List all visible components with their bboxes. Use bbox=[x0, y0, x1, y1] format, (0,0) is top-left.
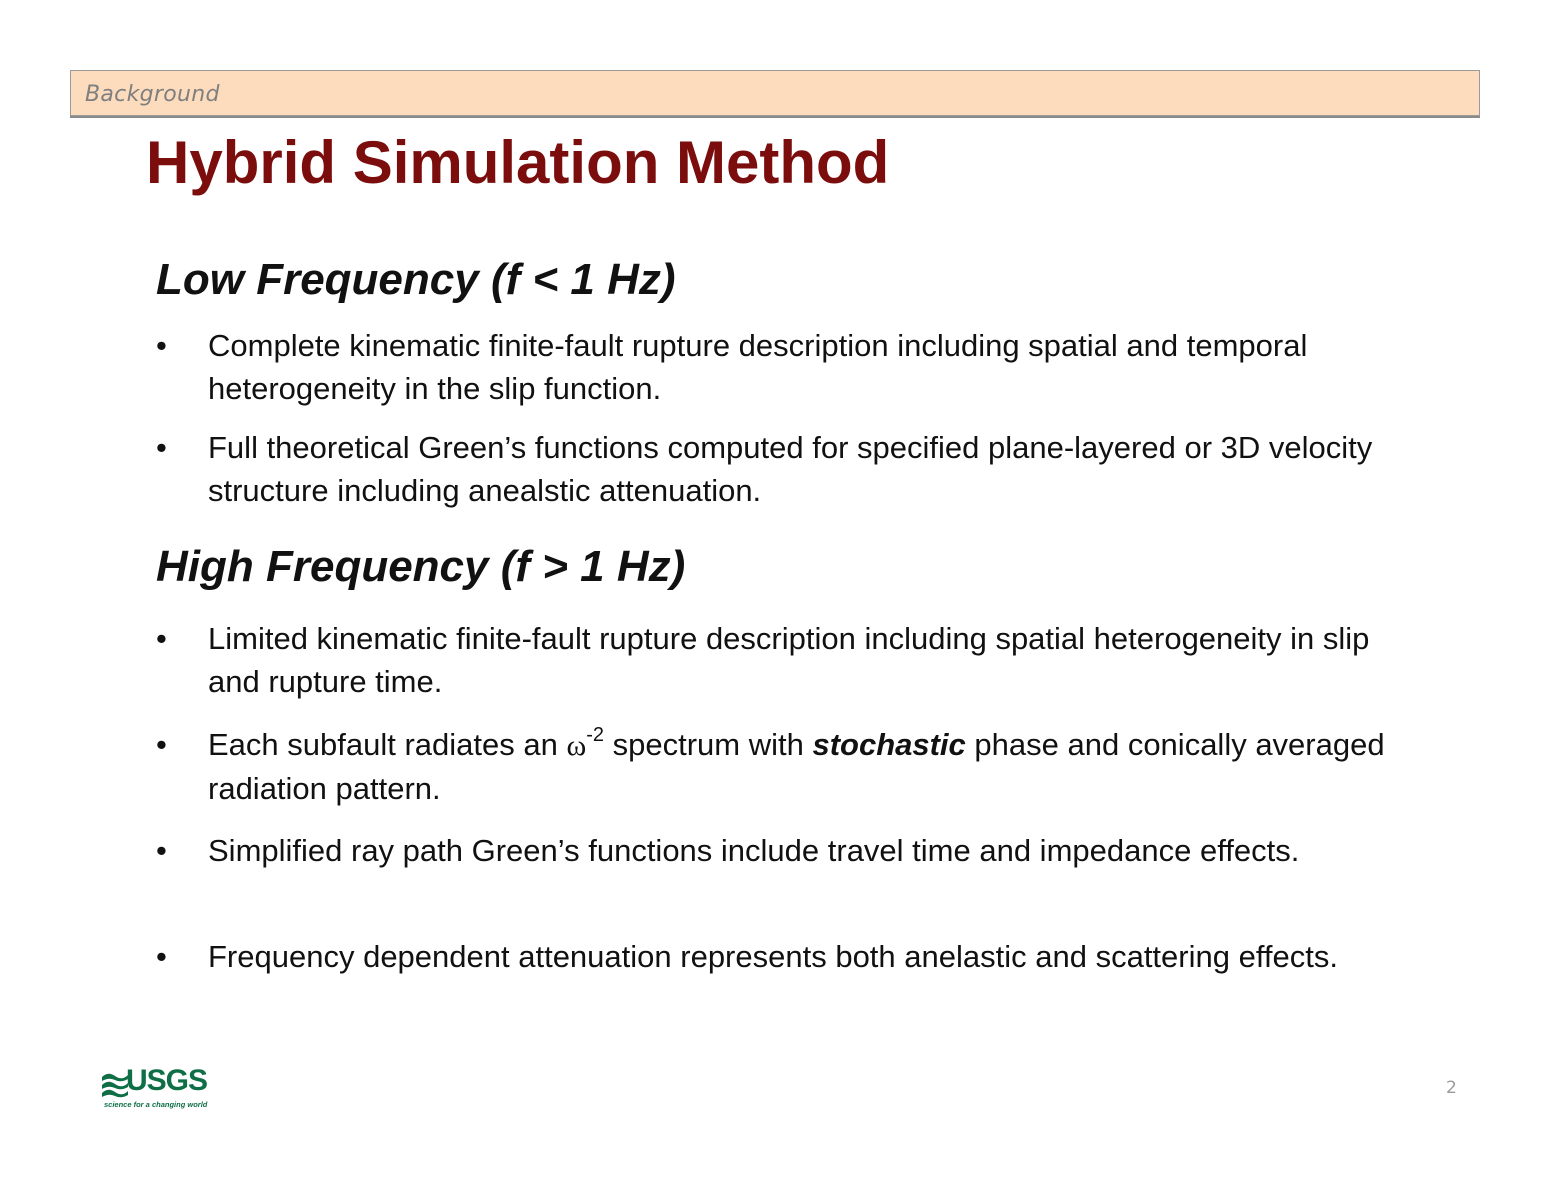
usgs-wave-icon bbox=[102, 1071, 128, 1099]
bullet-icon: • bbox=[156, 430, 167, 465]
bullet-text: Full theoretical Green’s functions computed for specified plane-layered or 3D velocity structure including anealstic attenuation. bbox=[208, 430, 1373, 508]
section-header-bar bbox=[70, 70, 1480, 116]
bullet-text: Simplified ray path Green’s functions include travel time and impedance effects. bbox=[208, 833, 1300, 868]
logo-tagline: science for a changing world bbox=[104, 1100, 208, 1109]
section-label: Background bbox=[85, 82, 220, 107]
list-item bbox=[156, 935, 1396, 978]
emphasized-term: stochastic bbox=[812, 727, 966, 762]
bullet-text: Limited kinematic finite-fault rupture description including spatial heterogeneity in slip and rupture time. bbox=[208, 621, 1370, 699]
logo-wordmark: USGS bbox=[126, 1064, 208, 1097]
low-frequency-heading: Low Frequency (f < 1 Hz) bbox=[156, 255, 676, 304]
list-item bbox=[156, 426, 1396, 512]
usgs-logo bbox=[102, 1064, 222, 1114]
bullet-icon: • bbox=[156, 621, 167, 656]
list-item bbox=[156, 617, 1396, 703]
bullet-icon: • bbox=[156, 328, 167, 363]
page-number: 2 bbox=[1446, 1078, 1457, 1098]
bullet-icon: • bbox=[156, 833, 167, 868]
bullet-text-part: spectrum with bbox=[604, 727, 813, 762]
bullet-text-part: Each subfault radiates an bbox=[208, 727, 567, 762]
bullet-text: Complete kinematic finite-fault rupture description including spatial and temporal heterogeneity in the slip function. bbox=[208, 328, 1308, 406]
bullet-text-part: phase and conically averaged radiation pattern. bbox=[208, 727, 1385, 806]
exponent: -2 bbox=[586, 724, 604, 746]
slide-title: Hybrid Simulation Method bbox=[146, 129, 890, 196]
list-item bbox=[156, 829, 1396, 872]
bullet-icon: • bbox=[156, 939, 167, 974]
list-item bbox=[156, 324, 1396, 410]
bullet-text: Frequency dependent attenuation represents both anelastic and scattering effects. bbox=[208, 939, 1338, 974]
bullet-text bbox=[208, 723, 1396, 810]
bullet-icon: • bbox=[156, 727, 167, 762]
list-item bbox=[156, 723, 1396, 810]
omega-symbol: ω bbox=[566, 729, 587, 762]
high-frequency-heading: High Frequency (f > 1 Hz) bbox=[156, 542, 686, 591]
